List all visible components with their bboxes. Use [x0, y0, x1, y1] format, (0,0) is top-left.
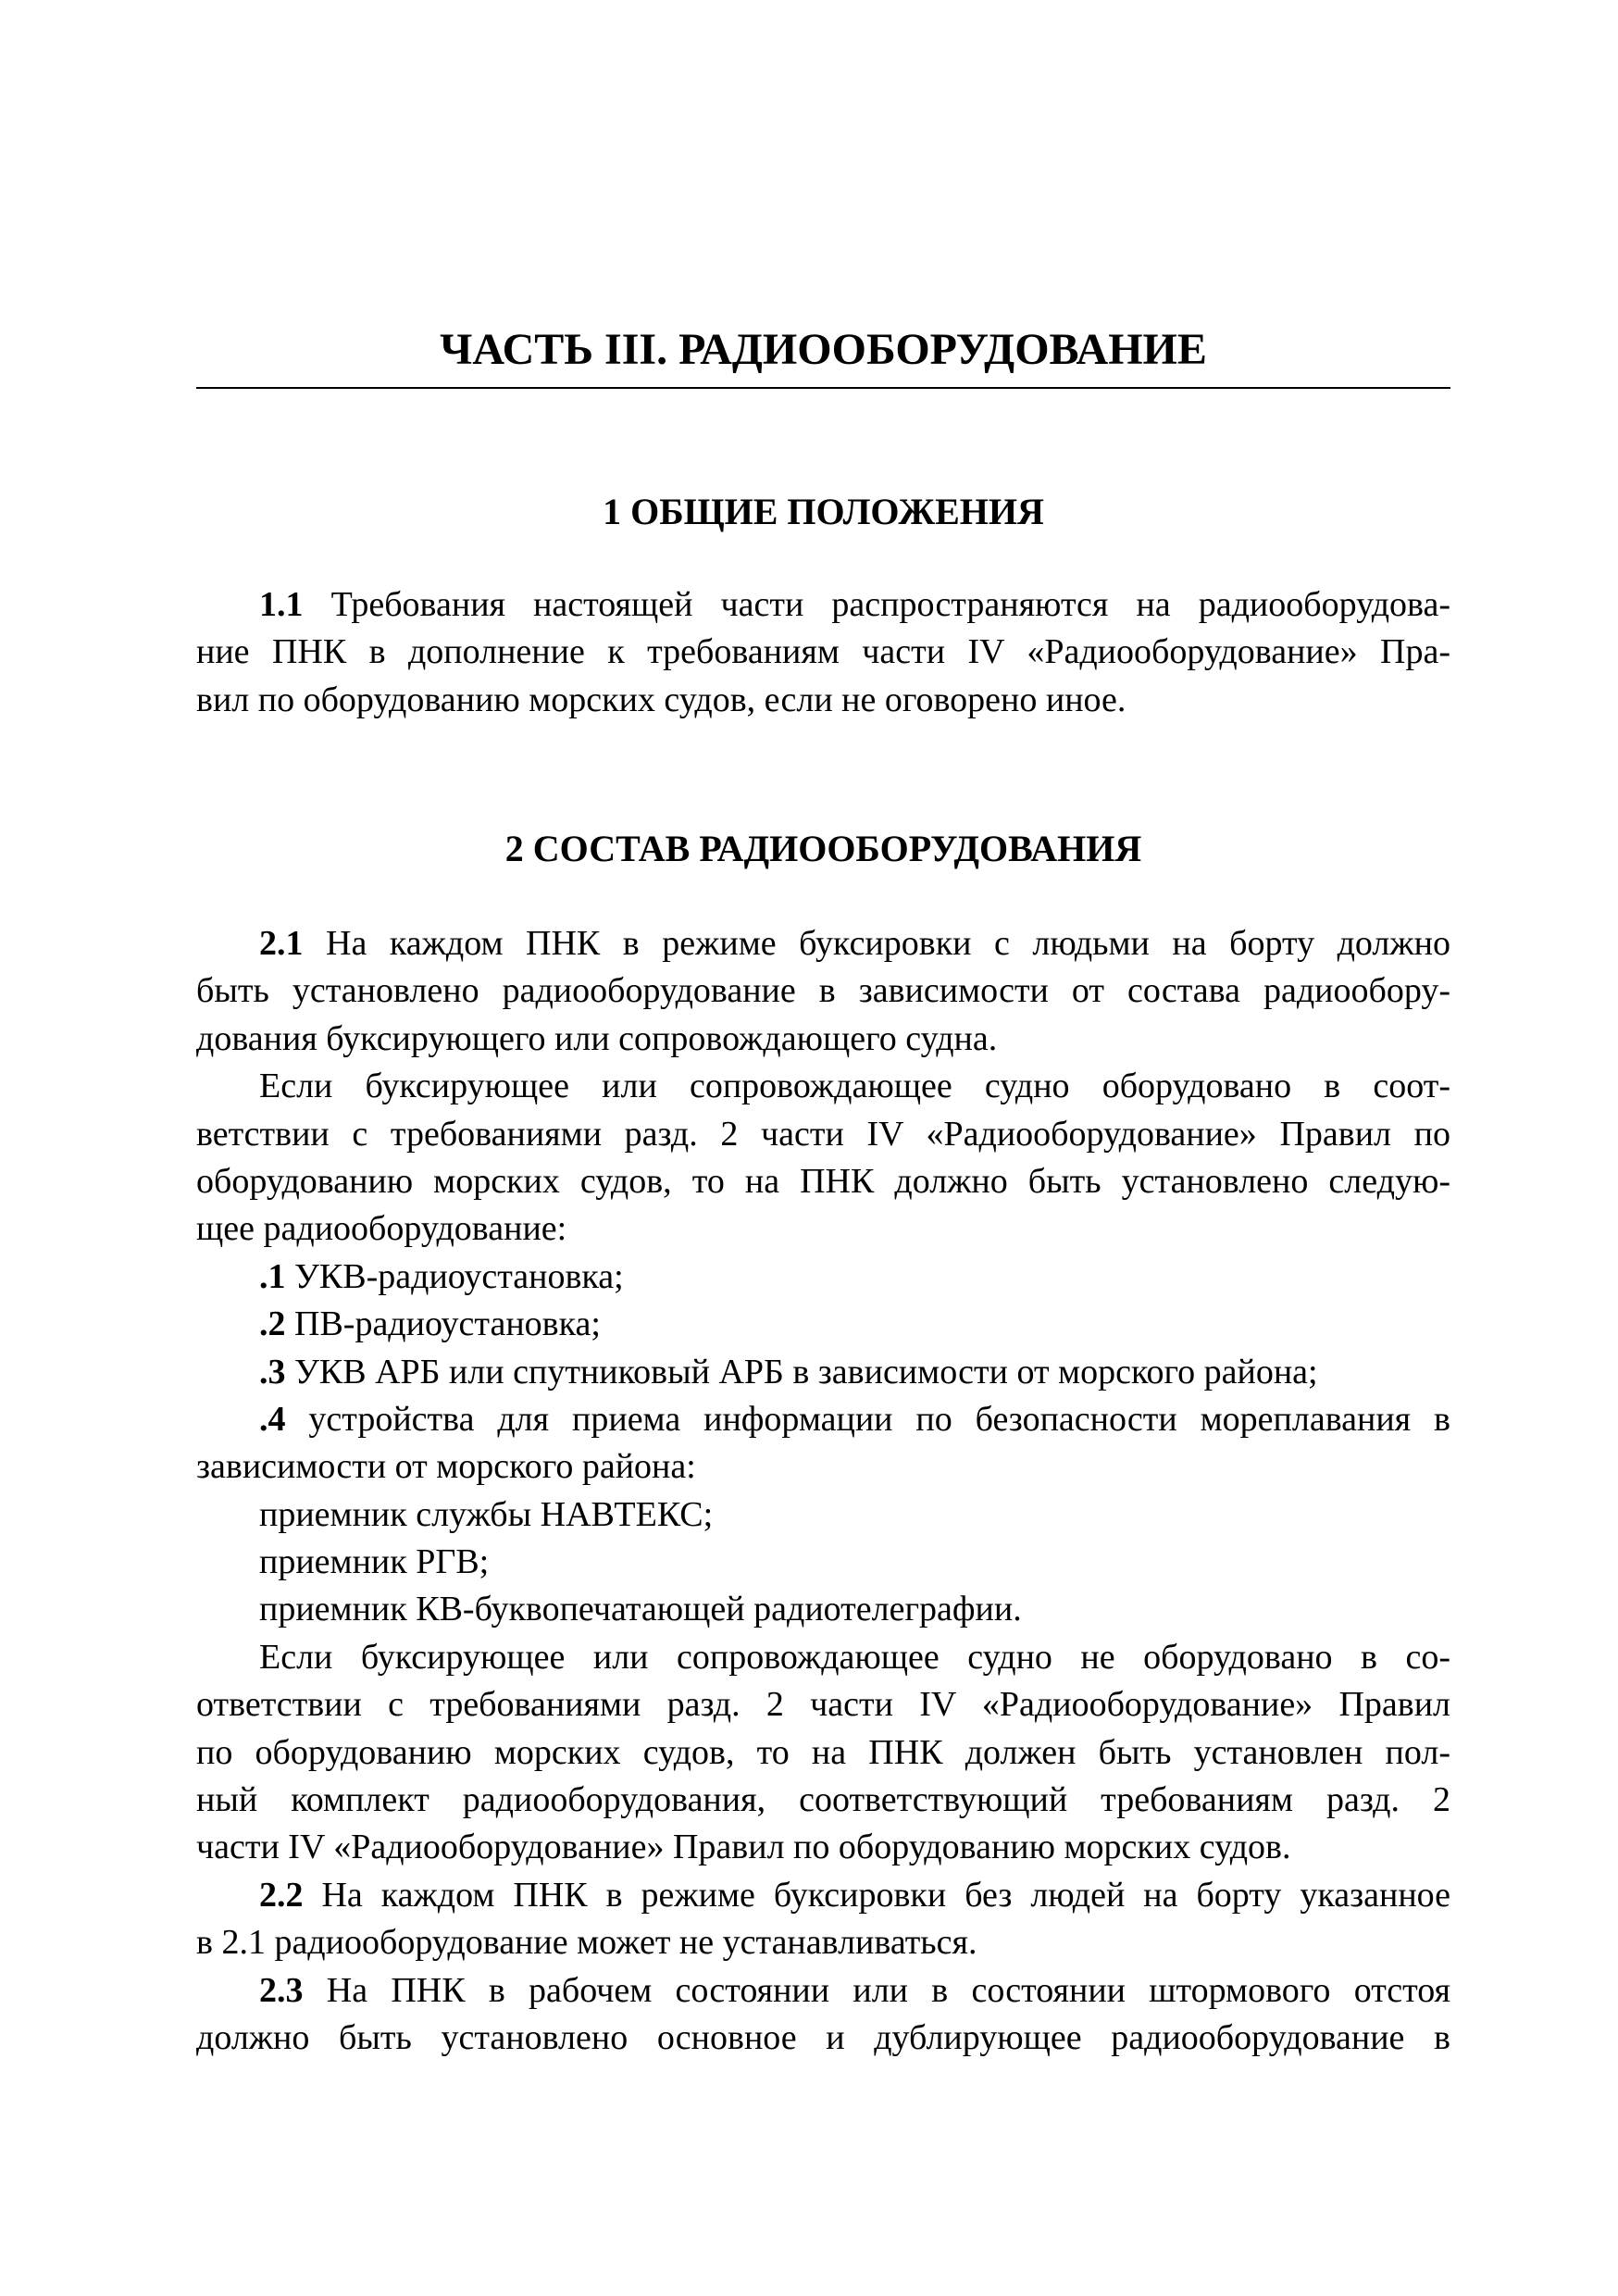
list-item-3	[196, 1349, 1450, 1396]
paragraph-2-1c-line-5: части IV «Радиооборудование» Правил по оборудованию морских судов.	[196, 1828, 1291, 1867]
document-page	[196, 0, 1450, 2296]
list-item-text: УКВ АРБ или спутниковый АРБ в зависимости от морского района;	[285, 1352, 1318, 1391]
paragraph-2-1c-line-2: ответствии с требованиями разд. 2 части IV «Радиооборудование» Правил	[196, 1685, 1450, 1725]
paragraph-2-1b-line-4: щее радиооборудование:	[196, 1209, 567, 1249]
paragraph-2-2-line-2: в 2.1 радиооборудование может не устанавливаться.	[196, 1923, 977, 1963]
section-2-heading: 2 СОСТАВ РАДИООБОРУДОВАНИЯ	[504, 828, 1142, 869]
list-item-text: устройства для приема информации по безопасности мореплавания в	[285, 1399, 1450, 1439]
text-line: На ПНК в рабочем состоянии или в состоянии штормового отстоя	[303, 1970, 1450, 2010]
sub-item-rgv: приемник РГВ;	[259, 1542, 490, 1582]
paragraph-2-1c-line-4: ный комплект радиооборудования, соответствующий требованиям разд. 2	[196, 1780, 1450, 1820]
list-item-number: .4	[259, 1399, 286, 1439]
paragraph-number: 1.1	[259, 585, 304, 624]
paragraph-2-1b-line-1: Если буксирующее или сопровождающее судно оборудовано в соот-	[259, 1067, 1450, 1106]
paragraph-1-1-line-1	[196, 581, 1450, 629]
list-item-number: .2	[259, 1304, 286, 1344]
paragraph-1-1-line-2: ние ПНК в дополнение к требованиям части IV «Радиооборудование» Пра-	[196, 632, 1450, 672]
text-line: На каждом ПНК в режиме буксировки с людьми на борту должно	[303, 924, 1450, 963]
text-line: Требования настоящей части распространяются на радиооборудова-	[303, 585, 1450, 624]
paragraph-2-1-line-3: дования буксирующего или сопровождающего судна.	[196, 1018, 998, 1058]
section-2-body	[196, 920, 1450, 2062]
list-item-4	[196, 1396, 1450, 1443]
paragraph-2-1b-line-3: оборудованию морских судов, то на ПНК должно быть установлено следую-	[196, 1161, 1450, 1201]
paragraph-2-1-line-2: быть установлено радиооборудование в зависимости от состава радиообору-	[196, 971, 1450, 1011]
paragraph-1-1-line-3: вил по оборудованию морских судов, если не оговорено иное.	[196, 680, 1126, 719]
paragraph-number: 2.1	[259, 924, 304, 963]
paragraph-2-2-line-1	[196, 1872, 1450, 1919]
paragraph-2-1c-line-1: Если буксирующее или сопровождающее судно не оборудовано в со-	[259, 1637, 1450, 1677]
paragraph-number: 2.3	[259, 1970, 304, 2010]
list-item-1	[196, 1254, 1450, 1301]
section-1-heading: 1 ОБЩИЕ ПОЛОЖЕНИЯ	[603, 491, 1044, 532]
text-line: На каждом ПНК в режиме буксировки без людей на борту указанное	[303, 1875, 1450, 1915]
list-item-number: .3	[259, 1352, 286, 1391]
sub-item-hf-telegraphy: приемник КВ-буквопечатающей радиотелеграфии.	[259, 1590, 1022, 1629]
sub-item-navtex: приемник службы НАВТЕКС;	[259, 1494, 714, 1534]
paragraph-2-3-line-1	[196, 1967, 1450, 2015]
section-1-body	[196, 581, 1450, 724]
list-item-2	[196, 1301, 1450, 1348]
list-item-number: .1	[259, 1256, 286, 1296]
paragraph-2-1-line-1	[196, 920, 1450, 967]
paragraph-2-3-line-2: должно быть установлено основное и дублирующее радиооборудование в	[196, 2017, 1450, 2057]
part-title: ЧАСТЬ III. РАДИООБОРУДОВАНИЕ	[440, 325, 1207, 374]
list-item-4-continuation: зависимости от морского района:	[196, 1447, 696, 1487]
list-item-text: ПВ-радиоустановка;	[285, 1304, 601, 1344]
paragraph-number: 2.2	[259, 1875, 304, 1915]
title-underline	[196, 387, 1450, 389]
paragraph-2-1c-line-3: по оборудованию морских судов, то на ПНК должен быть установлен пол-	[196, 1732, 1450, 1772]
list-item-text: УКВ-радиоустановка;	[285, 1256, 624, 1296]
paragraph-2-1b-line-2: ветствии с требованиями разд. 2 части IV «Радиооборудование» Правил по	[196, 1114, 1450, 1154]
